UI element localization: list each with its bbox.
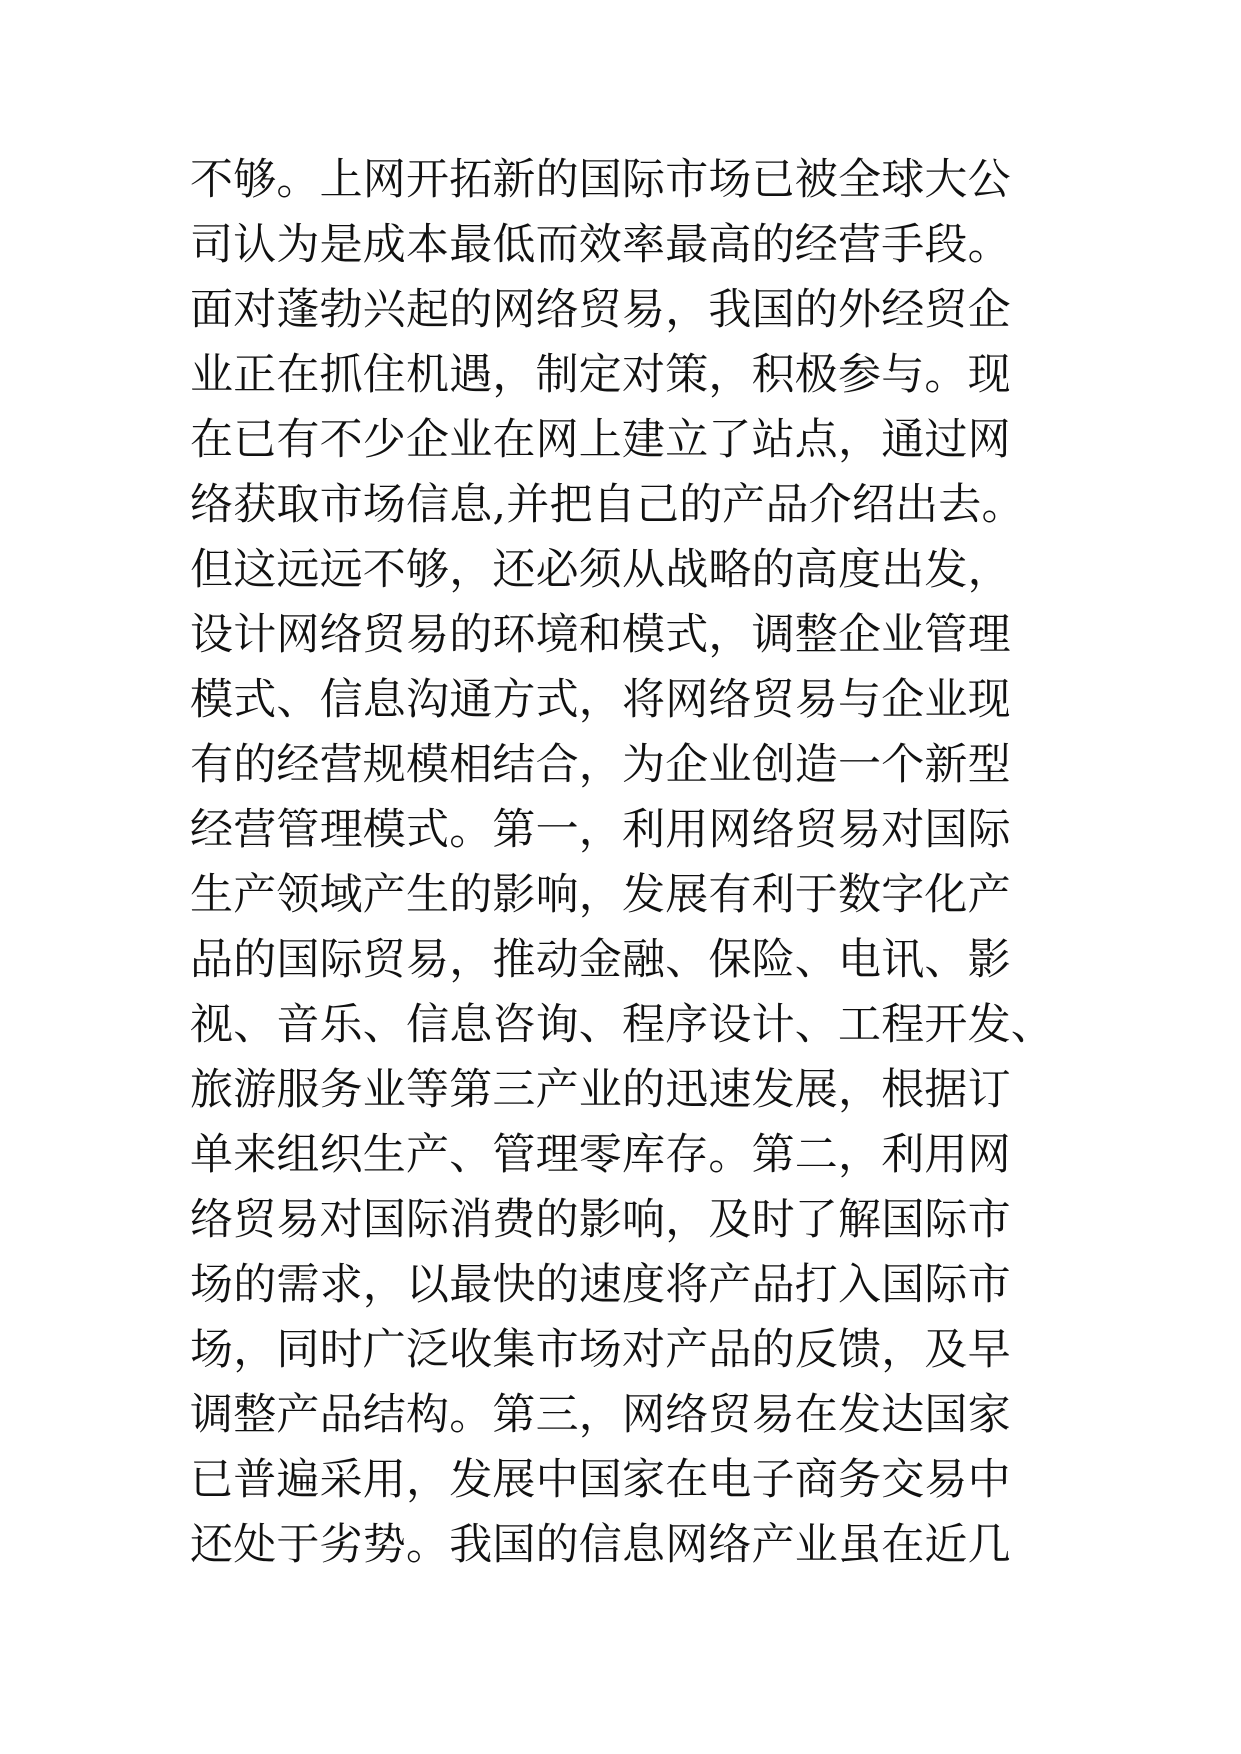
text-line-19: 场，同时广泛收集市场对产品的反馈，及早 <box>190 1325 1011 1375</box>
text-line-15: 旅游服务业等第三产业的迅速发展，根据订 <box>190 1065 1011 1115</box>
text-line-21: 已普遍采用，发展中国家在电子商务交易中 <box>190 1455 1011 1505</box>
text-line-10: 有的经营规模相结合，为企业创造一个新型 <box>190 740 1011 790</box>
text-line-8: 设计网络贸易的环境和模式，调整企业管理 <box>190 610 1011 660</box>
text-line-3: 面对蓬勃兴起的网络贸易，我国的外经贸企 <box>190 285 1011 335</box>
text-line-14: 视、音乐、信息咨询、程序设计、工程开发、 <box>190 1000 1054 1050</box>
text-line-2: 司认为是成本最低而效率最高的经营手段。 <box>190 220 1011 270</box>
text-line-12: 生产领域产生的影响，发展有利于数字化产 <box>190 870 1011 920</box>
text-line-16: 单来组织生产、管理零库存。第二，利用网 <box>190 1130 1011 1180</box>
text-line-22: 还处于劣势。我国的信息网络产业虽在近几 <box>190 1520 1011 1570</box>
text-line-20: 调整产品结构。第三，网络贸易在发达国家 <box>190 1390 1011 1440</box>
text-line-9: 模式、信息沟通方式，将网络贸易与企业现 <box>190 675 1011 725</box>
text-line-11: 经营管理模式。第一，利用网络贸易对国际 <box>190 805 1011 855</box>
text-line-6: 络获取市场信息,并把自己的产品介绍出去。 <box>190 480 1025 530</box>
body-text <box>190 148 1070 1578</box>
text-line-5: 在已有不少企业在网上建立了站点，通过网 <box>190 415 1011 465</box>
text-line-1: 不够。上网开拓新的国际市场已被全球大公 <box>190 155 1011 205</box>
text-line-7: 但这远远不够，还必须从战略的高度出发， <box>190 545 1011 595</box>
text-line-18: 场的需求，以最快的速度将产品打入国际市 <box>190 1260 1011 1310</box>
text-line-17: 络贸易对国际消费的影响，及时了解国际市 <box>190 1195 1011 1245</box>
text-line-13: 品的国际贸易，推动金融、保险、电讯、影 <box>190 935 1011 985</box>
text-line-4: 业正在抓住机遇，制定对策，积极参与。现 <box>190 350 1011 400</box>
